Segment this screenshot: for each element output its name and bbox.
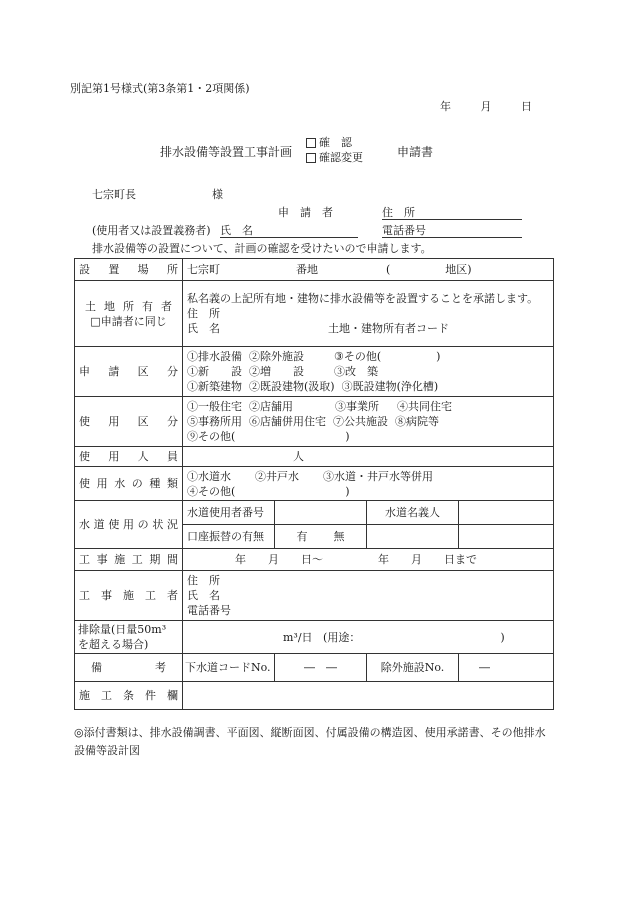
conditions-value[interactable] xyxy=(183,682,554,710)
row-application xyxy=(75,347,554,397)
addressee-name: 七宗町長 xyxy=(92,188,136,201)
transfer-label: 口座振替の有無 xyxy=(183,525,275,549)
date-year: 年 xyxy=(440,100,451,113)
water-opt-other[interactable]: ④その他( ) xyxy=(187,484,350,498)
exclusion-facility-value[interactable]: ― xyxy=(459,654,554,682)
discharge-close: ) xyxy=(500,630,505,644)
applicant-phone-label: 電話番号 xyxy=(382,224,426,237)
row-owner xyxy=(75,281,554,347)
usage-opt-house[interactable]: ①一般住宅 xyxy=(187,400,242,413)
row-period xyxy=(75,549,554,571)
row-water-type xyxy=(75,467,554,501)
water-user-number-value[interactable] xyxy=(275,501,367,525)
row-usage xyxy=(75,397,554,447)
applicant-name-label: 氏 名 xyxy=(220,224,253,237)
application-options[interactable] xyxy=(183,347,554,397)
water-opt-tap[interactable]: ①水道水 xyxy=(187,469,231,483)
owner-name: 氏 名 xyxy=(187,322,220,335)
users-value[interactable] xyxy=(183,447,554,467)
row-remarks xyxy=(75,654,554,682)
transfer-value[interactable] xyxy=(275,525,367,549)
usage-opt-apartment[interactable]: ④共同住宅 xyxy=(397,400,452,413)
application-opt-new[interactable]: ①新 設 xyxy=(187,365,242,378)
row-conditions xyxy=(75,682,554,710)
owner-name-line xyxy=(187,321,549,336)
row-water-status-1 xyxy=(75,501,554,525)
discharge-label-2: を超える場合) xyxy=(78,638,149,651)
applicant-label: 申 請 者 xyxy=(278,206,333,219)
location-value[interactable] xyxy=(183,259,554,281)
conditions-label: 施工条件欄 xyxy=(75,682,183,710)
applicant-name[interactable] xyxy=(220,224,358,238)
date-day: 日 xyxy=(521,100,532,113)
discharge-purpose: (用途： xyxy=(323,630,361,644)
footnote: ◎添付書類は、排水設備調書、平面図、縦断面図、付属設備の構造図、使用承諾書、その他排水設備等設計図 xyxy=(74,726,546,757)
usage-options[interactable] xyxy=(183,397,554,447)
water-type-options[interactable] xyxy=(183,467,554,501)
owner-same-as-applicant[interactable]: □申請者に同じ xyxy=(90,314,167,328)
date-month: 月 xyxy=(480,100,492,113)
applicant-address[interactable] xyxy=(382,206,522,220)
location-town: 七宗町 xyxy=(187,263,220,276)
usage-opt-store[interactable]: ②店舗用 xyxy=(249,400,293,413)
transfer-no[interactable]: 無 xyxy=(333,530,345,543)
title-option-change xyxy=(306,151,363,164)
water-owner-name-label: 水道名義人 xyxy=(367,501,459,525)
confirm-checkbox[interactable] xyxy=(306,138,316,148)
period-label: 工事施工期間 xyxy=(75,549,183,571)
owner-consent: 私名義の上記所有地・建物に排水設備等を設置することを承諾します。 xyxy=(187,292,539,305)
title-suffix: 申請書 xyxy=(397,145,434,159)
application-opt-existing-septic[interactable]: ③既設建物(浄化槽) xyxy=(341,380,439,393)
row-users xyxy=(75,447,554,467)
row-discharge xyxy=(75,621,554,654)
owner-label-cell xyxy=(75,281,183,347)
users-label: 使用人員 xyxy=(75,447,183,467)
sewer-code-value[interactable]: ― ― xyxy=(275,654,367,682)
usage-label: 使用区分 xyxy=(75,397,183,447)
contractor-address: 住 所 xyxy=(187,574,220,587)
application-opt-extension[interactable]: ②増 設 xyxy=(249,365,304,378)
water-opt-combined[interactable]: ③水道・井戸水等併用 xyxy=(323,469,433,483)
discharge-label-1: 排除量(日量50m³ xyxy=(78,623,167,636)
application-opt-existing-cesspool[interactable]: ②既設建物(汲取) xyxy=(249,380,335,393)
location-banchi: 番地 xyxy=(296,263,318,276)
owner-code: 土地・建物所有者コード xyxy=(328,322,449,335)
discharge-value[interactable] xyxy=(183,621,554,654)
usage-opt-office[interactable]: ⑤事務所用 xyxy=(187,415,242,428)
usage-opt-other[interactable]: ⑨その他( ) xyxy=(187,430,350,443)
owner-address: 住 所 xyxy=(187,307,220,320)
period-value[interactable]: 年 月 日～ 年 月 日まで xyxy=(183,549,554,571)
application-opt-drainage[interactable]: ①排水設備 xyxy=(187,350,242,363)
contractor-value[interactable] xyxy=(183,571,554,621)
users-unit: 人 xyxy=(293,450,304,463)
application-opt-new-building[interactable]: ①新築建物 xyxy=(187,380,242,393)
contractor-name: 氏 名 xyxy=(187,589,220,602)
application-opt-exclusion[interactable]: ②除外施設 xyxy=(249,350,304,363)
remarks-label: 備考 xyxy=(75,654,183,682)
water-user-number-label: 水道使用者番号 xyxy=(183,501,275,525)
discharge-label-cell xyxy=(75,621,183,654)
change-checkbox[interactable] xyxy=(306,153,316,163)
location-district: ( 地区) xyxy=(386,263,472,276)
date-line xyxy=(440,100,532,113)
water-type-label: 使用水の種類 xyxy=(75,467,183,501)
confirm-label: 確 認 xyxy=(319,136,352,149)
application-table xyxy=(74,258,554,710)
water-opt-well[interactable]: ②井戸水 xyxy=(255,469,299,483)
statement: 排水設備等の設置について、計画の確認を受けたいので申請します。 xyxy=(92,242,432,255)
row-location xyxy=(75,259,554,281)
usage-opt-business[interactable]: ③事業所 xyxy=(335,400,379,413)
location-label: 設置場所 xyxy=(75,259,183,281)
usage-opt-hospital[interactable]: ⑧病院等 xyxy=(395,415,439,428)
row-contractor xyxy=(75,571,554,621)
applicant-prefix-note: (使用者又は設置義務者) xyxy=(92,224,211,237)
exclusion-facility-label: 除外施設No. xyxy=(367,654,459,682)
contractor-label: 工事施工者 xyxy=(75,571,183,621)
change-label: 確認変更 xyxy=(319,151,363,164)
title-prefix: 排水設備等設置工事計画 xyxy=(160,145,293,159)
usage-opt-public[interactable]: ⑦公共施設 xyxy=(333,415,388,428)
transfer-empty-2 xyxy=(459,525,554,549)
contractor-phone: 電話番号 xyxy=(187,604,231,617)
application-opt-renovation[interactable]: ③改 築 xyxy=(334,365,378,378)
form-number: 別記第1号様式(第3条第1・2項関係) xyxy=(70,82,250,95)
sewer-code-label: 下水道コードNo. xyxy=(183,654,275,682)
transfer-yes[interactable]: 有 xyxy=(296,530,308,543)
applicant-name-line xyxy=(92,224,211,237)
owner-consent-cell[interactable] xyxy=(183,281,554,347)
application-label: 申請区分 xyxy=(75,347,183,397)
usage-opt-store-house[interactable]: ⑥店舗併用住宅 xyxy=(249,415,326,428)
owner-label: 土地所有者 xyxy=(85,299,172,313)
title-option-confirm xyxy=(306,136,352,149)
transfer-empty-1 xyxy=(367,525,459,549)
applicant-address-label: 住 所 xyxy=(382,206,415,219)
addressee-sama: 様 xyxy=(212,188,223,201)
water-status-label: 水道使用の状況 xyxy=(75,501,183,549)
application-opt-other[interactable]: ③その他( ) xyxy=(334,350,441,363)
water-owner-name-value[interactable] xyxy=(459,501,554,525)
applicant-phone[interactable] xyxy=(382,224,522,238)
discharge-unit: m³/日 xyxy=(283,630,313,644)
